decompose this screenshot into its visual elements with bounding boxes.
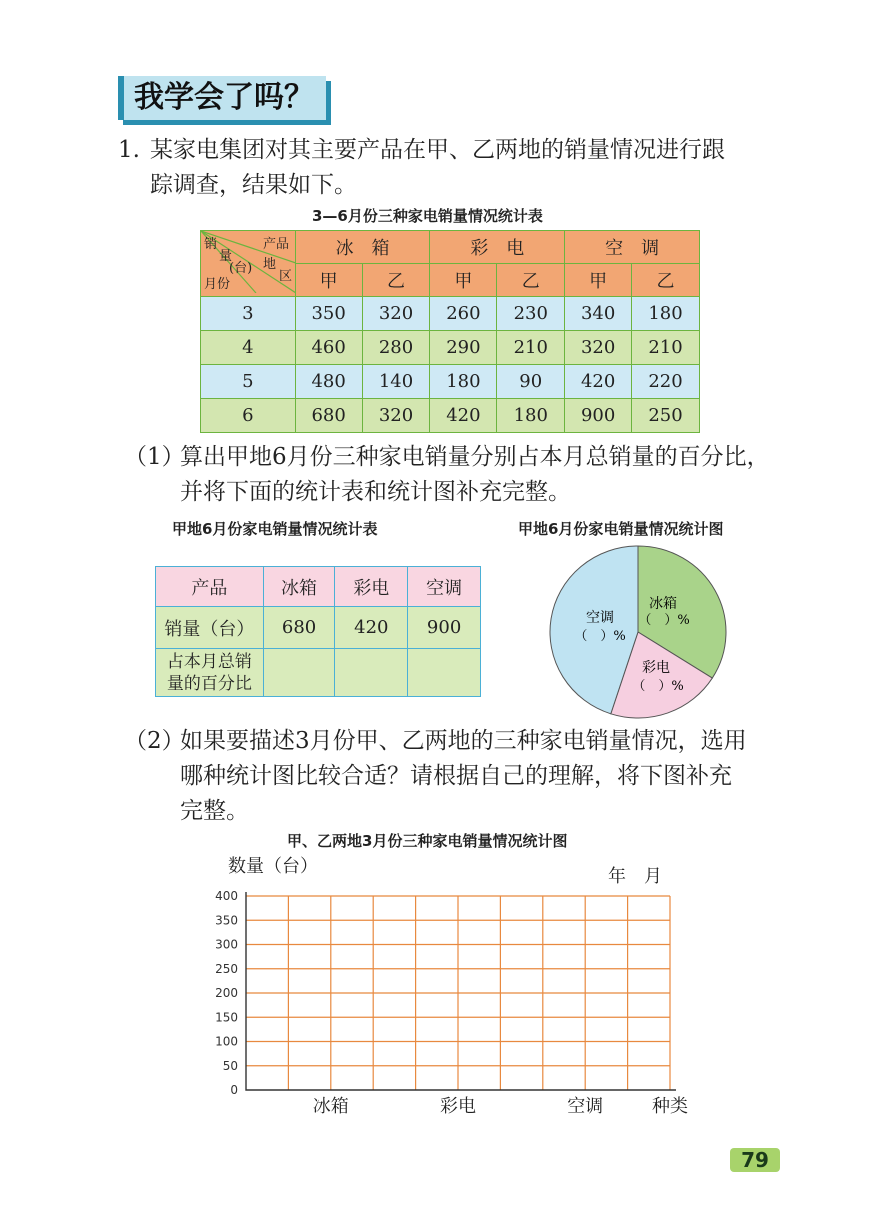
q1-2-line1: 如果要描述3月份甲、乙两地的三种家电销量情况，选用 xyxy=(180,728,747,754)
corner-product: 产品 xyxy=(263,237,290,252)
q1-1-line2: 并将下面的统计表和统计图补充完整。 xyxy=(180,479,571,505)
table1-cell: 350 xyxy=(295,297,362,331)
table-row xyxy=(201,365,700,399)
y-tick-label: 100 xyxy=(215,1034,238,1049)
table1-cell: 280 xyxy=(362,331,430,365)
table1-cell: 320 xyxy=(362,297,430,331)
table1-cell: 180 xyxy=(430,365,497,399)
y-tick-label: 200 xyxy=(215,986,238,1000)
table2 xyxy=(155,566,481,697)
y-tick-label: 350 xyxy=(215,913,238,928)
q1-text-line2: 踪调查，结果如下。 xyxy=(150,172,357,198)
pie-label-ac: 空调 xyxy=(586,610,614,626)
table1-month: 3 xyxy=(201,297,296,331)
table1-cell: 210 xyxy=(497,331,565,365)
q1-number: 1. xyxy=(118,137,140,163)
table1-region: 乙 xyxy=(362,264,430,297)
table1-month: 6 xyxy=(201,399,296,433)
table2-cell: 680 xyxy=(263,607,335,649)
table1-region: 甲 xyxy=(430,264,497,297)
bar-chart-axes xyxy=(246,892,676,1090)
table1-cell: 420 xyxy=(565,365,632,399)
table1-region: 甲 xyxy=(565,264,632,297)
y-tick-label: 0 xyxy=(230,1083,238,1097)
x-category-label: 彩电 xyxy=(440,1096,476,1117)
table-row xyxy=(156,607,481,649)
table1-cell: 230 xyxy=(497,297,565,331)
table1-cell: 420 xyxy=(430,399,497,433)
table2-blank-cell[interactable] xyxy=(408,649,481,697)
pie-pct-fridge: （ ）% xyxy=(638,613,690,628)
table1-cell: 680 xyxy=(295,399,362,433)
table2-pct-label xyxy=(156,649,264,697)
table1-product-ac: 空 调 xyxy=(565,231,700,264)
table2-header: 产品 xyxy=(156,567,264,607)
table1-cell: 250 xyxy=(632,399,700,433)
table1-cell: 320 xyxy=(565,331,632,365)
table1-region: 乙 xyxy=(632,264,700,297)
table2-pct-label-line1: 占本月总销 xyxy=(166,651,252,672)
table1 xyxy=(200,230,700,433)
table-row xyxy=(201,297,700,331)
corner-di: 地 xyxy=(263,257,277,272)
bar-chart-date-label: 年 月 xyxy=(608,866,662,887)
corner-unit: (台) xyxy=(229,261,253,276)
x-category-label: 冰箱 xyxy=(312,1096,349,1117)
table1-region: 乙 xyxy=(497,264,565,297)
table1-cell: 180 xyxy=(632,297,700,331)
table1-cell: 260 xyxy=(430,297,497,331)
bar-chart-yticks xyxy=(215,889,238,1097)
y-tick-label: 50 xyxy=(222,1058,238,1073)
table2-cell: 420 xyxy=(335,607,408,649)
table1-product-tv: 彩 电 xyxy=(430,231,565,264)
y-tick-label: 250 xyxy=(215,961,238,976)
table2-header: 冰箱 xyxy=(263,567,335,607)
q1-2-line3: 完整。 xyxy=(180,798,249,824)
page-number: 79 xyxy=(730,1148,780,1172)
bar-chart-xlabels xyxy=(313,1096,603,1117)
table1-month: 5 xyxy=(201,365,296,399)
q1-2-label: （2） xyxy=(124,728,185,754)
table1-cell: 290 xyxy=(430,331,497,365)
table2-blank-cell[interactable] xyxy=(335,649,408,697)
pie-pct-tv: （ ）% xyxy=(632,679,684,694)
pie-label-fridge: 冰箱 xyxy=(649,596,677,612)
table2-blank-cell[interactable] xyxy=(263,649,335,697)
bar-chart-ylabel: 数量（台） xyxy=(228,856,318,877)
table1-month: 4 xyxy=(201,331,296,365)
table-row xyxy=(156,567,481,607)
table1-cell: 90 xyxy=(497,365,565,399)
table1-cell: 320 xyxy=(362,399,430,433)
table2-caption: 甲地6月份家电销量情况统计表 xyxy=(172,520,378,538)
q1-1-line1: 算出甲地6月份三种家电销量分别占本月总销量的百分比， xyxy=(180,444,770,470)
corner-qiang: 量 xyxy=(219,249,233,264)
q1-text-line1: 某家电集团对其主要产品在甲、乙两地的销量情况进行跟 xyxy=(150,137,725,163)
table1-product-fridge: 冰 箱 xyxy=(295,231,430,264)
table2-header: 空调 xyxy=(408,567,481,607)
y-tick-label: 300 xyxy=(215,937,238,952)
pie-chart xyxy=(548,544,728,720)
q1-2-line2: 哪种统计图比较合适？请根据自己的理解，将下图补充 xyxy=(180,763,732,789)
pie-caption: 甲地6月份家电销量情况统计图 xyxy=(518,520,724,538)
table1-region: 甲 xyxy=(295,264,362,297)
y-tick-label: 150 xyxy=(215,1010,238,1025)
table2-header: 彩电 xyxy=(335,567,408,607)
table-row xyxy=(201,331,700,365)
x-category-label: 空调 xyxy=(567,1096,604,1117)
y-tick-label: 400 xyxy=(215,889,238,903)
bar-chart xyxy=(190,850,710,1120)
bar-chart-grid xyxy=(246,892,676,1090)
table1-cell: 220 xyxy=(632,365,700,399)
table1-caption: 3—6月份三种家电销量情况统计表 xyxy=(312,207,543,225)
table2-pct-label-line2: 量的百分比 xyxy=(166,673,252,694)
corner-month: 月份 xyxy=(204,277,231,292)
table1-cell: 900 xyxy=(565,399,632,433)
pie-label-tv: 彩电 xyxy=(642,660,670,676)
bar-chart-xlabel: 种类 xyxy=(652,1096,688,1117)
table2-cell: 900 xyxy=(408,607,481,649)
table-row xyxy=(156,649,481,697)
table2-sales-label: 销量（台） xyxy=(156,607,264,649)
corner-qu: 区 xyxy=(279,269,293,284)
corner-xiao: 销 xyxy=(204,237,218,252)
q1-1-label: （1） xyxy=(124,444,185,470)
table1-corner-cell xyxy=(201,231,296,297)
table-row xyxy=(201,399,700,433)
table1-cell: 210 xyxy=(632,331,700,365)
pie-pct-ac: （ ）% xyxy=(574,629,626,644)
table1-cell: 180 xyxy=(497,399,565,433)
table1-cell: 460 xyxy=(295,331,362,365)
bar-chart-title: 甲、乙两地3月份三种家电销量情况统计图 xyxy=(287,832,568,850)
table1-cell: 480 xyxy=(295,365,362,399)
section-title: 我学会了吗？ xyxy=(118,76,326,120)
table1-cell: 140 xyxy=(362,365,430,399)
table1-cell: 340 xyxy=(565,297,632,331)
